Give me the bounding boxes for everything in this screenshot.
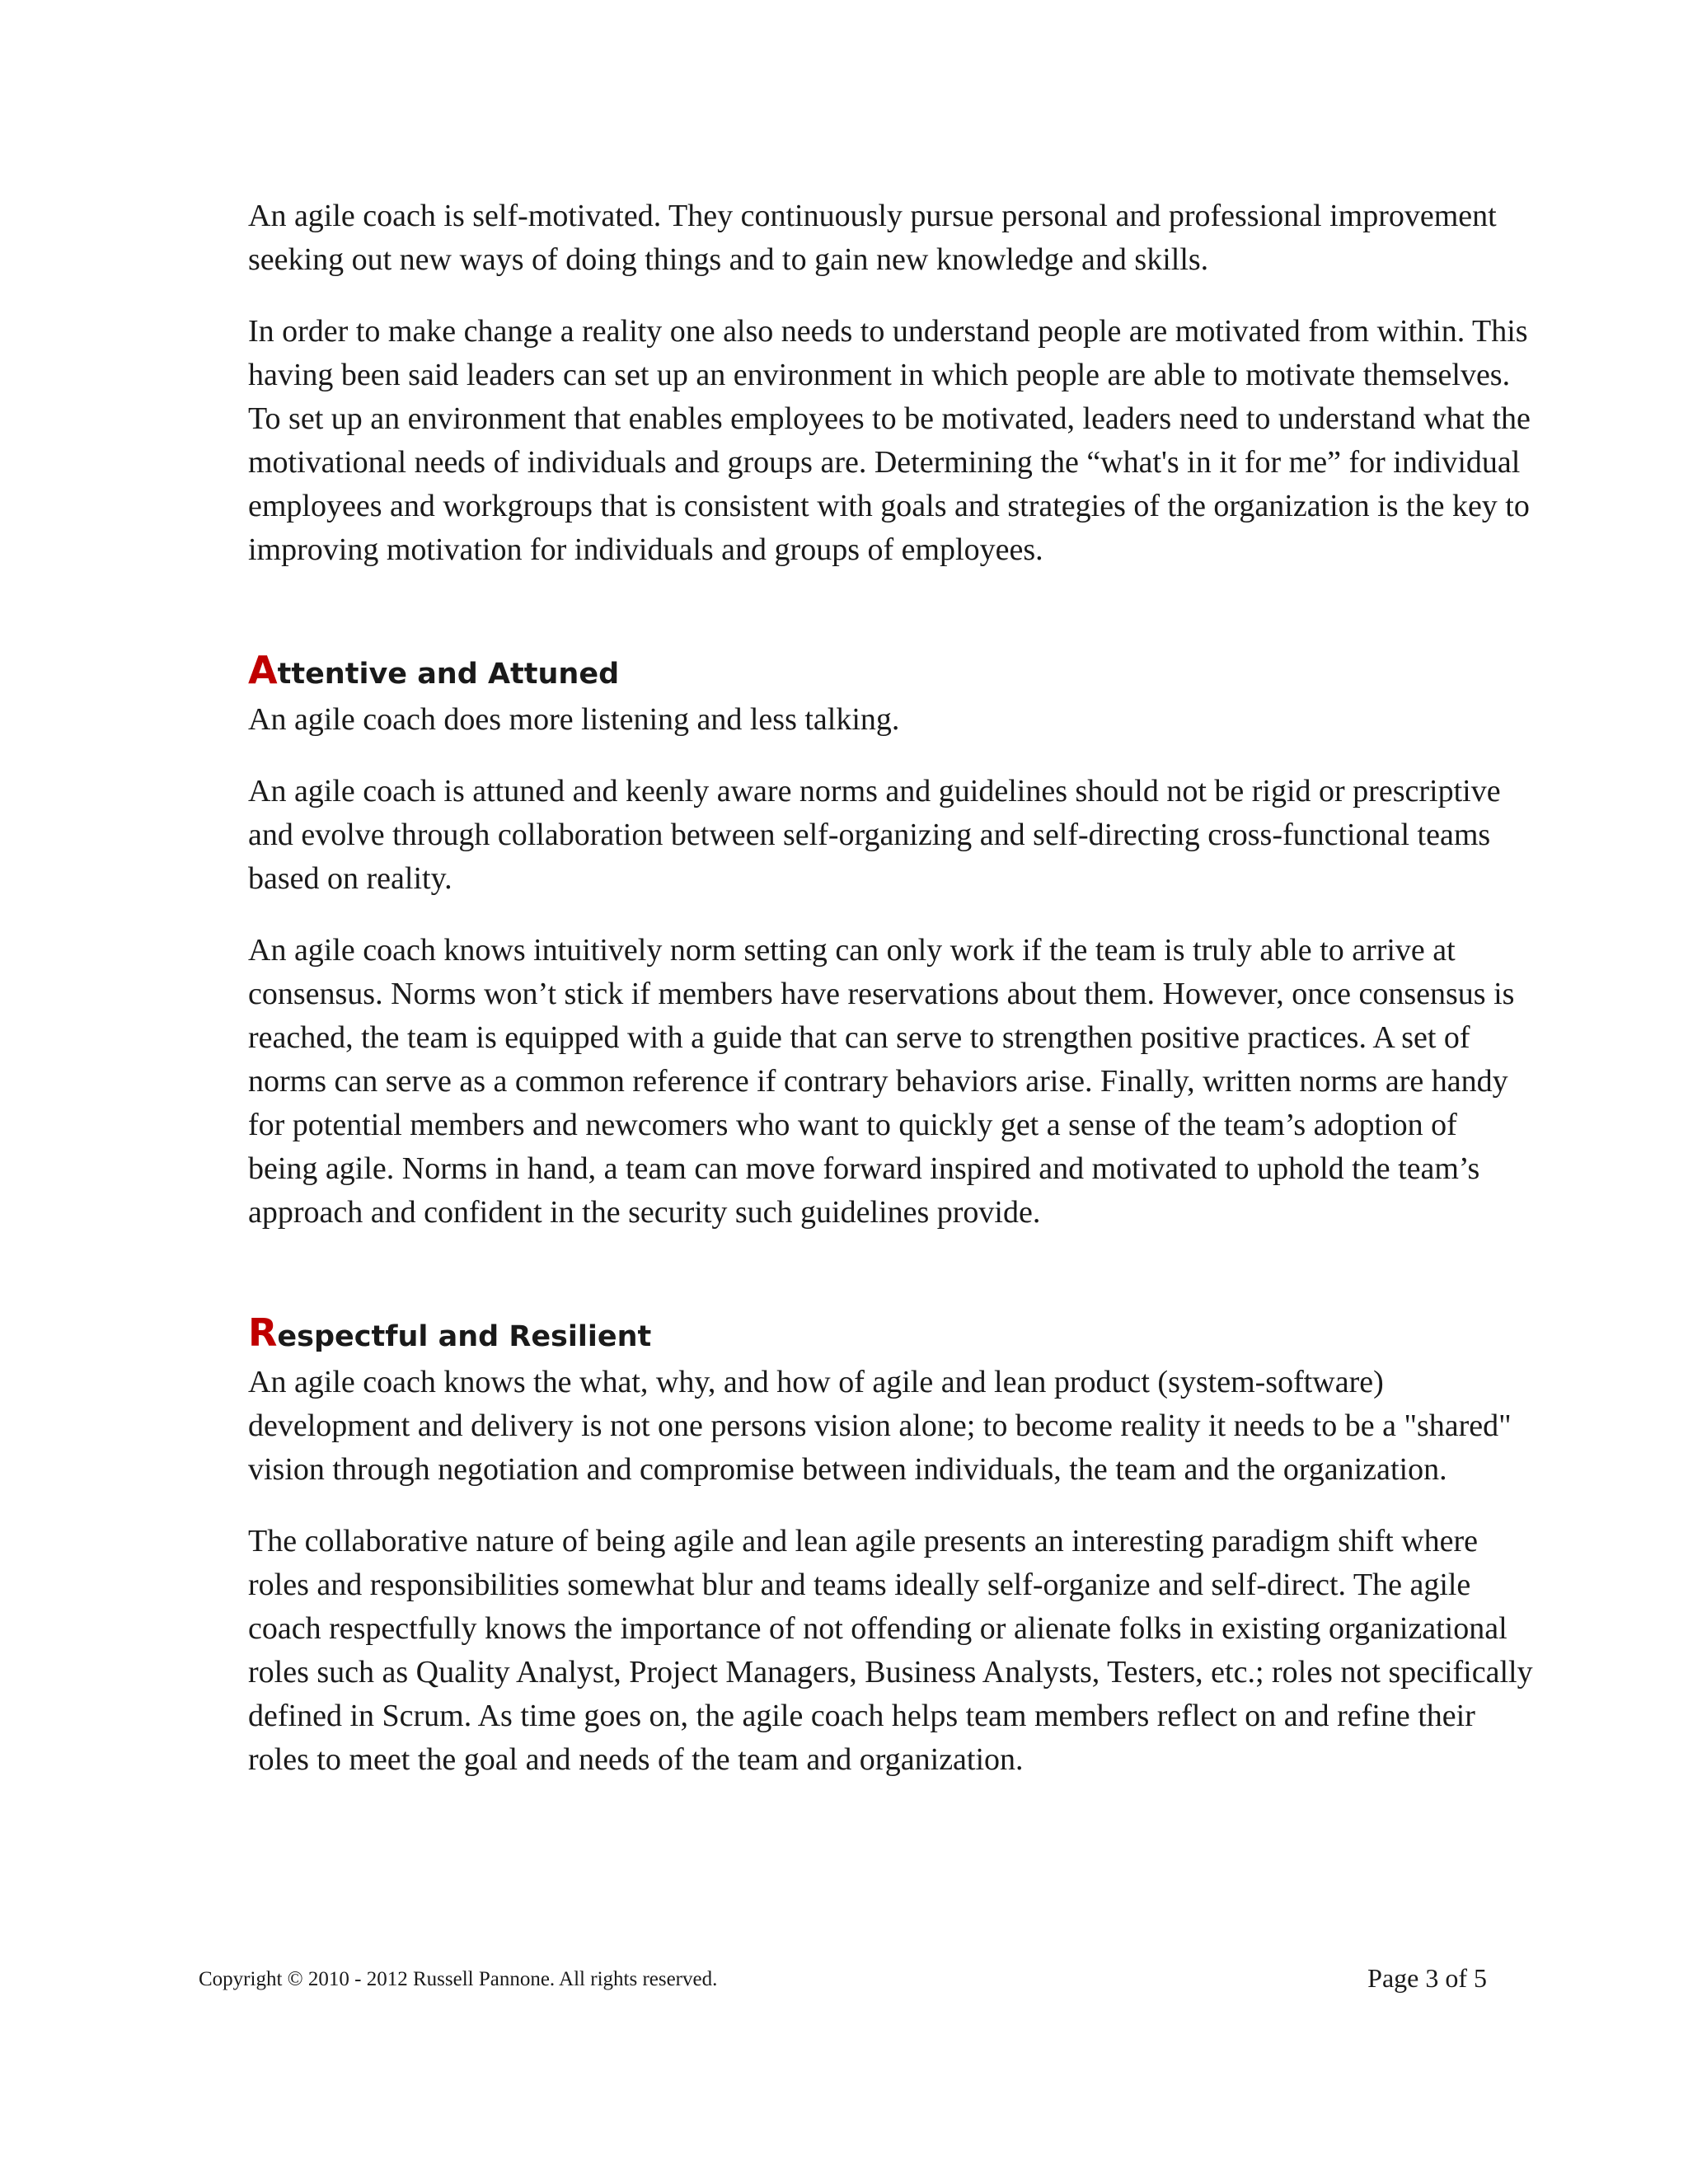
section-heading-attentive [248,600,1534,695]
heading-text: ttentive and Attuned [277,658,620,691]
footer-copyright: Copyright © 2010 - 2012 Russell Pannone. All rights reserved. [199,1968,718,1990]
heading-initial: R [248,1310,278,1355]
body-paragraph: An agile coach knows the what, why, and how of agile and lean product (system-software) development and delivery is not one persons vision alone; to become reality it needs to be a "shared" vision through negotiation and compromise between individuals, the team and the organization. [248,1365,1512,1487]
section-heading-respectful [248,1263,1534,1357]
body-paragraph: An agile coach does more listening and less talking. [248,702,900,737]
body-paragraph: In order to make change a reality one also needs to understand people are motivated from within. This having been said leaders can set up an environment in which people are able to motivate themselves. To set up an environment that enables employees to be motivated, leaders need to understand what the motivational needs of individuals and groups are. Determining the “what's in it for me” for individual employees and workgroups that is consistent with goals and strategies of the organization is the key to improving motivation for individuals and groups of employees. [248,314,1531,567]
body-paragraph: The collaborative nature of being agile and lean agile presents an interesting paradigm shift where roles and responsibilities somewhat blur and teams ideally self-organize and self-direct. The agile coach respectfully knows the importance of not offending or alienate folks in existing organizational roles such as Quality Analyst, Project Managers, Business Analysts, Testers, etc.; roles not specifically defined in Scrum. As time goes on, the agile coach helps team members reflect on and refine their roles to meet the goal and needs of the team and organization. [248,1524,1533,1777]
page-body [248,194,1534,1810]
heading-text: espectful and Resilient [277,1320,652,1353]
heading-initial: A [248,648,278,692]
body-paragraph: An agile coach is attuned and keenly aware norms and guidelines should not be rigid or prescriptive and evolve through collaboration between self-organizing and self-directing cross-functional teams based on reality. [248,774,1501,896]
body-paragraph: An agile coach knows intuitively norm setting can only work if the team is truly able to arrive at consensus. Norms won’t stick if members have reservations about them. However, once consensus is reached, the team is equipped with a guide that can serve to strengthen positive practices. A set of norms can serve as a common reference if contrary behaviors arise. Finally, written norms are handy for potential members and newcomers who want to quickly get a sense of the team’s adoption of being agile. Norms in hand, a team can move forward inspired and motivated to uphold the team’s approach and confident in the security such guidelines provide. [248,933,1515,1230]
body-paragraph: An agile coach is self-motivated. They continuously pursue personal and professional improvement seeking out new ways of doing things and to gain new knowledge and skills. [248,199,1497,277]
footer-page-number: Page 3 of 5 [1367,1963,1487,1993]
